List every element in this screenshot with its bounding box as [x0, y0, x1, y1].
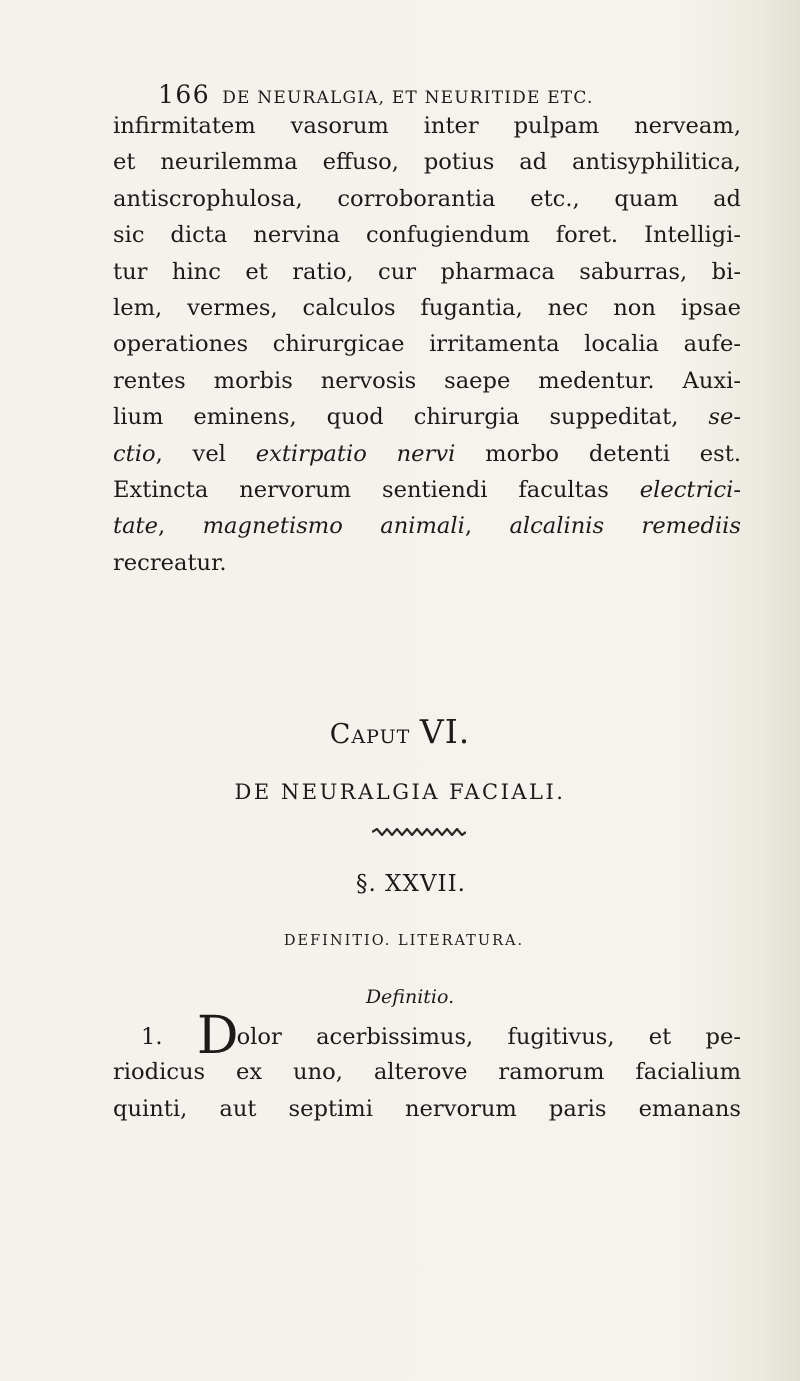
- italic-term: electrici-: [639, 476, 741, 503]
- subsection-heading: DEFINITIO. LITERATURA.: [283, 933, 525, 949]
- text-line: operationes chirurgicae irritamenta localia aufe-: [113, 331, 741, 358]
- text-line: lem, vermes, calculos fugantia, nec non ipsae: [113, 294, 741, 321]
- text-line: rentes morbis nervosis saepe medentur. Auxi-: [113, 367, 741, 394]
- text-line: [113, 1006, 742, 1066]
- text-segment: ,: [158, 513, 166, 540]
- text-line: sic dicta nervina confugiendum foret. Intelligi-: [113, 222, 741, 249]
- italic-term: se-: [708, 404, 741, 431]
- chapter-word: Caput: [329, 719, 411, 750]
- italic-term: magnetismo animali: [202, 513, 465, 540]
- text-segment: lium eminens, quod chirurgia suppeditat,: [113, 404, 679, 431]
- italic-term: remediis: [641, 513, 741, 540]
- text-line: [113, 508, 741, 544]
- text-segment: , vel: [155, 440, 226, 467]
- text-segment: olor acerbissimus, fugitivus, et pe-: [236, 1024, 742, 1050]
- text-segment: Extincta nervorum sentiendi facultas: [113, 476, 609, 503]
- drop-cap: D: [196, 1006, 239, 1066]
- paragraph-number: §. XXVII.: [356, 871, 466, 897]
- running-head: [158, 80, 594, 109]
- text-segment: morbo detenti est.: [485, 440, 742, 467]
- text-line: [113, 399, 741, 435]
- chapter-numeral: VI.: [419, 712, 471, 751]
- text-segment: ,: [464, 513, 473, 540]
- italic-term: ctio: [113, 440, 156, 467]
- definitio-heading: Definitio.: [365, 986, 455, 1008]
- ornament-divider: [372, 828, 466, 836]
- item-number: 1.: [141, 1024, 163, 1050]
- italic-term: extirpatio: [255, 440, 367, 467]
- italic-term: alcalinis: [509, 513, 605, 540]
- definitio-text-block: [113, 1006, 742, 1127]
- running-head-title: DE NEURALGIA, ET NEURITIDE ETC.: [222, 88, 594, 108]
- text-line: et neurilemma effuso, potius ad antisyphilitica,: [113, 149, 741, 176]
- chapter-title: DE NEURALGIA FACIALI.: [234, 780, 566, 804]
- italic-term: nervi: [396, 440, 456, 467]
- italic-term: tate: [113, 513, 158, 540]
- page-number: 166: [158, 80, 211, 109]
- text-line: infirmitatem vasorum inter pulpam nerveam,: [113, 113, 741, 139]
- text-line: quinti, aut septimi nervorum paris emanans: [113, 1095, 741, 1122]
- text-line: riodicus ex uno, alterove ramorum facialium: [113, 1059, 741, 1086]
- text-line: [113, 472, 741, 508]
- text-line: tur hinc et ratio, cur pharmaca saburras, bi-: [113, 258, 741, 285]
- text-line: antiscrophulosa, corroborantia etc., quam ad: [113, 185, 741, 212]
- chapter-heading: [0, 712, 800, 751]
- text-line: recreatur.: [113, 549, 227, 576]
- main-text-block: [113, 108, 741, 581]
- text-line: [113, 436, 741, 472]
